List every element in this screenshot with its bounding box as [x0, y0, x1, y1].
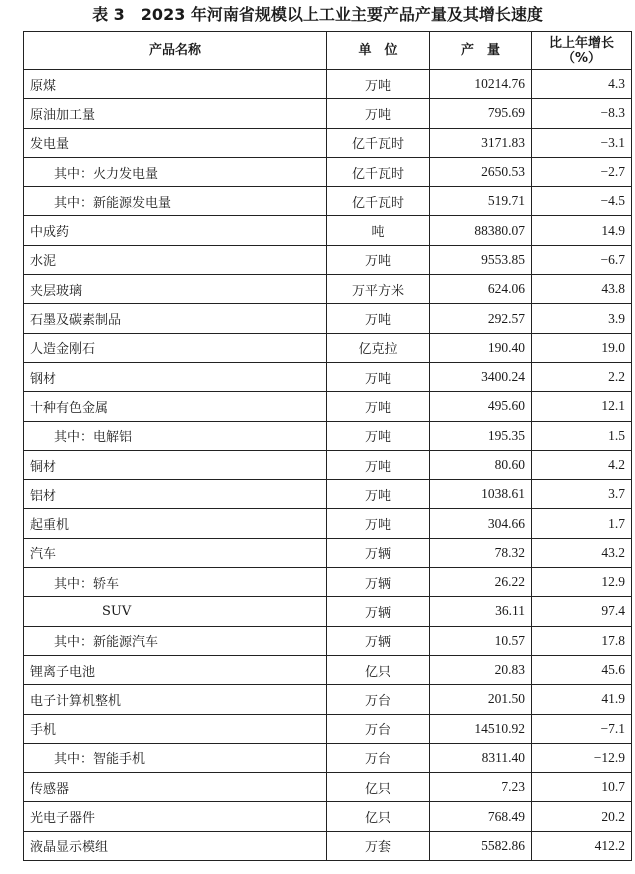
product-name-cell: 汽车 [24, 538, 327, 567]
growth-cell: 41.9 [532, 685, 632, 714]
output-cell: 78.32 [430, 538, 532, 567]
unit-cell: 万台 [327, 743, 430, 772]
growth-cell: −12.9 [532, 743, 632, 772]
table-row [24, 480, 632, 509]
growth-cell: 412.2 [532, 831, 632, 860]
output-cell: 36.11 [430, 597, 532, 626]
table-row [24, 362, 632, 391]
product-name-cell: 夹层玻璃 [24, 275, 327, 304]
growth-cell: 12.1 [532, 392, 632, 421]
unit-cell: 万吨 [327, 480, 430, 509]
product-name-cell: 原煤 [24, 70, 327, 99]
table-row [24, 275, 632, 304]
unit-cell: 吨 [327, 216, 430, 245]
product-name-cell: 铝材 [24, 480, 327, 509]
product-name-cell: 液晶显示模组 [24, 831, 327, 860]
product-name-cell: 传感器 [24, 773, 327, 802]
growth-cell: 43.2 [532, 538, 632, 567]
table-row [24, 509, 632, 538]
unit-cell: 万台 [327, 714, 430, 743]
output-cell: 190.40 [430, 333, 532, 362]
output-cell: 768.49 [430, 802, 532, 831]
product-output-table [23, 31, 632, 861]
unit-cell: 亿千瓦时 [327, 187, 430, 216]
table-row [24, 99, 632, 128]
growth-cell: 97.4 [532, 597, 632, 626]
header-growth [532, 32, 632, 70]
header-row [24, 32, 632, 70]
product-name-cell: 原油加工量 [24, 99, 327, 128]
output-cell: 624.06 [430, 275, 532, 304]
table-row [24, 685, 632, 714]
growth-cell: −4.5 [532, 187, 632, 216]
table-row [24, 128, 632, 157]
output-cell: 10.57 [430, 626, 532, 655]
unit-cell: 亿只 [327, 802, 430, 831]
unit-cell: 万吨 [327, 99, 430, 128]
growth-cell: −7.1 [532, 714, 632, 743]
product-name-cell: 其中：火力发电量 [24, 157, 327, 186]
header-unit: 单 位 [327, 32, 430, 70]
table-row [24, 802, 632, 831]
product-name-cell: 其中：电解铝 [24, 421, 327, 450]
unit-cell: 万辆 [327, 597, 430, 626]
product-name-cell: 人造金刚石 [24, 333, 327, 362]
product-name-cell: 其中：新能源汽车 [24, 626, 327, 655]
growth-cell: 45.6 [532, 655, 632, 684]
growth-cell: 4.2 [532, 450, 632, 479]
output-cell: 1038.61 [430, 480, 532, 509]
product-name-cell: 电子计算机整机 [24, 685, 327, 714]
unit-cell: 万吨 [327, 245, 430, 274]
output-cell: 195.35 [430, 421, 532, 450]
growth-cell: −2.7 [532, 157, 632, 186]
output-cell: 795.69 [430, 99, 532, 128]
product-name-cell: 铜材 [24, 450, 327, 479]
growth-cell: 3.9 [532, 304, 632, 333]
output-cell: 20.83 [430, 655, 532, 684]
growth-cell: −6.7 [532, 245, 632, 274]
table-row [24, 421, 632, 450]
product-name-cell: 钢材 [24, 362, 327, 391]
header-growth-line1: 比上年增长 [548, 35, 614, 51]
unit-cell: 万台 [327, 685, 430, 714]
table-row [24, 597, 632, 626]
growth-cell: −3.1 [532, 128, 632, 157]
table-row [24, 626, 632, 655]
product-name-cell: 十种有色金属 [24, 392, 327, 421]
table-row [24, 655, 632, 684]
output-cell: 3400.24 [430, 362, 532, 391]
product-name-cell: 发电量 [24, 128, 327, 157]
output-cell: 9553.85 [430, 245, 532, 274]
product-name-cell: 石墨及碳素制品 [24, 304, 327, 333]
table-title: 表 3 2023 年河南省规模以上工业主要产品产量及其增长速度 [92, 5, 543, 24]
growth-cell: −8.3 [532, 99, 632, 128]
unit-cell: 亿克拉 [327, 333, 430, 362]
output-cell: 5582.86 [430, 831, 532, 860]
product-name-cell: 其中：智能手机 [24, 743, 327, 772]
product-name-cell: 中成药 [24, 216, 327, 245]
unit-cell: 万辆 [327, 538, 430, 567]
output-cell: 519.71 [430, 187, 532, 216]
output-cell: 80.60 [430, 450, 532, 479]
output-cell: 292.57 [430, 304, 532, 333]
table-row [24, 392, 632, 421]
growth-cell: 20.2 [532, 802, 632, 831]
unit-cell: 万平方米 [327, 275, 430, 304]
product-name-cell: 起重机 [24, 509, 327, 538]
product-name-cell: 锂离子电池 [24, 655, 327, 684]
output-cell: 26.22 [430, 568, 532, 597]
growth-cell: 3.7 [532, 480, 632, 509]
output-cell: 88380.07 [430, 216, 532, 245]
table-row [24, 831, 632, 860]
growth-cell: 43.8 [532, 275, 632, 304]
unit-cell: 万吨 [327, 450, 430, 479]
table-row [24, 714, 632, 743]
growth-cell: 19.0 [532, 333, 632, 362]
unit-cell: 万套 [327, 831, 430, 860]
table-row [24, 216, 632, 245]
table-body [24, 70, 632, 861]
unit-cell: 万吨 [327, 509, 430, 538]
table-row [24, 538, 632, 567]
growth-cell: 1.5 [532, 421, 632, 450]
unit-cell: 万吨 [327, 362, 430, 391]
unit-cell: 万辆 [327, 626, 430, 655]
unit-cell: 万吨 [327, 304, 430, 333]
growth-cell: 14.9 [532, 216, 632, 245]
output-cell: 7.23 [430, 773, 532, 802]
table-row [24, 245, 632, 274]
output-cell: 8311.40 [430, 743, 532, 772]
growth-cell: 4.3 [532, 70, 632, 99]
output-cell: 14510.92 [430, 714, 532, 743]
table-header [24, 32, 632, 70]
unit-cell: 万吨 [327, 70, 430, 99]
unit-cell: 亿千瓦时 [327, 157, 430, 186]
table-row [24, 333, 632, 362]
growth-cell: 2.2 [532, 362, 632, 391]
growth-cell: 10.7 [532, 773, 632, 802]
unit-cell: 万吨 [327, 421, 430, 450]
output-cell: 3171.83 [430, 128, 532, 157]
table-row [24, 304, 632, 333]
header-product-name: 产品名称 [24, 32, 327, 70]
growth-cell: 1.7 [532, 509, 632, 538]
header-growth-line2: （%） [561, 50, 602, 66]
unit-cell: 亿只 [327, 773, 430, 802]
output-cell: 201.50 [430, 685, 532, 714]
table-row [24, 450, 632, 479]
unit-cell: 万辆 [327, 568, 430, 597]
product-name-cell: 光电子器件 [24, 802, 327, 831]
output-cell: 495.60 [430, 392, 532, 421]
output-cell: 304.66 [430, 509, 532, 538]
product-name-cell: SUV [24, 597, 327, 626]
table-row [24, 568, 632, 597]
growth-cell: 12.9 [532, 568, 632, 597]
product-name-cell: 水泥 [24, 245, 327, 274]
product-name-cell: 手机 [24, 714, 327, 743]
output-cell: 10214.76 [430, 70, 532, 99]
header-output: 产 量 [430, 32, 532, 70]
table-row [24, 773, 632, 802]
unit-cell: 亿只 [327, 655, 430, 684]
product-name-cell: 其中：轿车 [24, 568, 327, 597]
growth-cell: 17.8 [532, 626, 632, 655]
output-cell: 2650.53 [430, 157, 532, 186]
table-row [24, 70, 632, 99]
product-name-cell: 其中：新能源发电量 [24, 187, 327, 216]
table-row [24, 157, 632, 186]
unit-cell: 亿千瓦时 [327, 128, 430, 157]
unit-cell: 万吨 [327, 392, 430, 421]
table-row [24, 187, 632, 216]
table-row [24, 743, 632, 772]
